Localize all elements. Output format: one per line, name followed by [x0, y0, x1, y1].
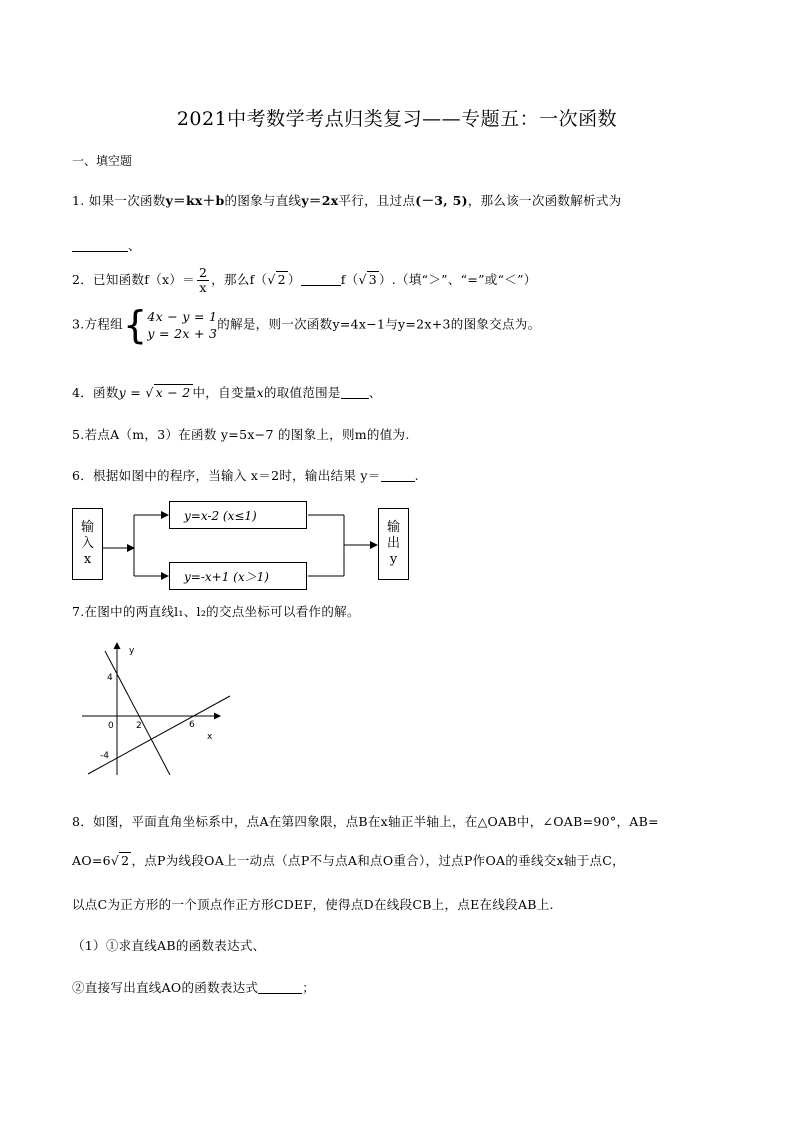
question-7: 7.在图中的两直线l₁、l₂的交点坐标可以看作的解。 [72, 604, 360, 619]
q2-numerator: 2 [198, 265, 208, 280]
q1-end: 、 [128, 238, 141, 253]
q4-eq: y = [118, 385, 146, 400]
q8-sub2-text: ②直接写出直线AO的函数表达式 [72, 980, 259, 995]
q4-text-a: 4．函数 [72, 385, 119, 400]
question-8-sub-2 [72, 978, 315, 996]
q3-brace: { [122, 303, 148, 347]
question-8-line-2: AO=6√ 2 ，点P为线段OA上一动点（点P不与点A和点O重合），过点P作OA的垂线交x轴于点C， [72, 853, 625, 868]
q6-branch1-box: y=x-2 (x≤1) [169, 501, 307, 529]
question-4: 4．函数y = √ x − 2 中，自变量x的取值范围是 、 [72, 385, 382, 400]
q6-text-a: 6．根据如图中的程序，当输入 x＝2时，输出结果 y＝ [72, 468, 381, 483]
q1-text-c: 平行，且过点 [338, 193, 416, 208]
question-8-line-3: 以点C为正方形的一个顶点作正方形CDEF，使得点D在线段CB上，点E在线段AB上. [72, 897, 554, 912]
q2-text-a: 2．已知函数 [72, 272, 145, 287]
q3-eq2: y = 2x + 3 [147, 326, 218, 341]
q2-end: .（填“＞”、“=”或“＜”） [391, 272, 537, 287]
q4-radicand: x − 2 [155, 385, 191, 400]
q6-input-char-3: x [83, 552, 92, 567]
q4-end: 、 [368, 385, 382, 400]
q2-radicand-1: 2 [277, 272, 286, 287]
q7-line-l1 [105, 651, 170, 775]
q1-eq1: y＝kx＋b [165, 193, 225, 208]
q7-tick-x-6: 6 [189, 720, 195, 730]
q1-text-d: ，那么该一次函数解析式为 [467, 193, 622, 208]
q8-answer-blank[interactable] [258, 992, 302, 994]
q3-text-a: 3.方程组 [72, 316, 123, 332]
q2-close-1: ） [287, 272, 301, 287]
section-heading: 一、填空题 [72, 154, 133, 168]
q6-output-box [378, 508, 409, 580]
q6-input-char-2: 入 [80, 536, 94, 551]
q7-tick-y-neg4: -4 [100, 751, 109, 761]
q6-output-char-2: 出 [386, 536, 400, 551]
q6-output-char-3: y [389, 552, 398, 567]
q8-radicand: 2 [121, 853, 130, 868]
q4-text-b: 中，自变量 [192, 385, 257, 400]
question-8-sub-1: （1）①求直线AB的函数表达式、 [72, 938, 266, 953]
q4-text-c: 的取值范围是 [263, 385, 341, 400]
q7-graph [70, 635, 250, 785]
q8-sub2-end: ； [302, 980, 316, 995]
q6-input-char-1: 输 [80, 520, 94, 535]
q7-origin-label: 0 [108, 721, 114, 731]
q2-radicand-2: 3 [368, 272, 377, 287]
page-title: 2021中考数学考点归类复习——专题五：一次函数 [176, 108, 618, 130]
q4-x: x [256, 385, 264, 400]
q1-text-b: 的图象与直线 [224, 193, 302, 208]
q2-f2: f（ [340, 272, 359, 287]
q6-branch2-box: y=-x+1 (x＞1) [169, 562, 307, 590]
q3-text-b: 的解是，则一次函数y=4x−1与y=2x+3的图象交点为。 [217, 316, 541, 332]
q3-eq1: 4x − y = 1 [147, 309, 218, 324]
q1-eq2: y＝2x [301, 193, 339, 208]
q1-point: (－3, 5) [415, 193, 468, 208]
q7-tick-y-4: 4 [107, 673, 113, 683]
question-5: 5.若点A（m，3）在函数 y=5x−7 的图象上，则m的值为. [72, 427, 410, 442]
q6-output-char-1: 输 [386, 520, 400, 535]
q2-f1: f（ [249, 272, 268, 287]
question-8-line-1: 8．如图，平面直角坐标系中，点A在第四象限，点B在x轴正半轴上，在△OAB中，∠OAB=90°，AB= [72, 814, 659, 829]
q2-fx: f（x）＝ [144, 272, 195, 287]
q6-end: . [414, 468, 419, 483]
question-2: 2．已知函数f（x）＝ $\frac{2}{x}$ ，那么f（√ 2 ） f（√ 3 ）.（填“＞”、“=”或“＜”） [72, 265, 537, 295]
q8-line2-b: ，点P为线段OA上一动点（点P不与点A和点O重合），过点P作OA的垂线交x轴于点C， [131, 853, 625, 868]
q6-input-box [72, 508, 103, 580]
q2-text-b: ，那么 [211, 272, 250, 287]
q8-line2-a: AO=6 [72, 853, 111, 868]
q2-denominator: x [199, 280, 207, 295]
q1-text-a: 1. 如果一次函数 [72, 193, 166, 208]
q7-tick-x-2: 2 [136, 721, 142, 731]
q2-close-2: ） [378, 272, 392, 287]
q7-x-label: x [207, 732, 213, 742]
q7-y-label: y [129, 646, 135, 656]
